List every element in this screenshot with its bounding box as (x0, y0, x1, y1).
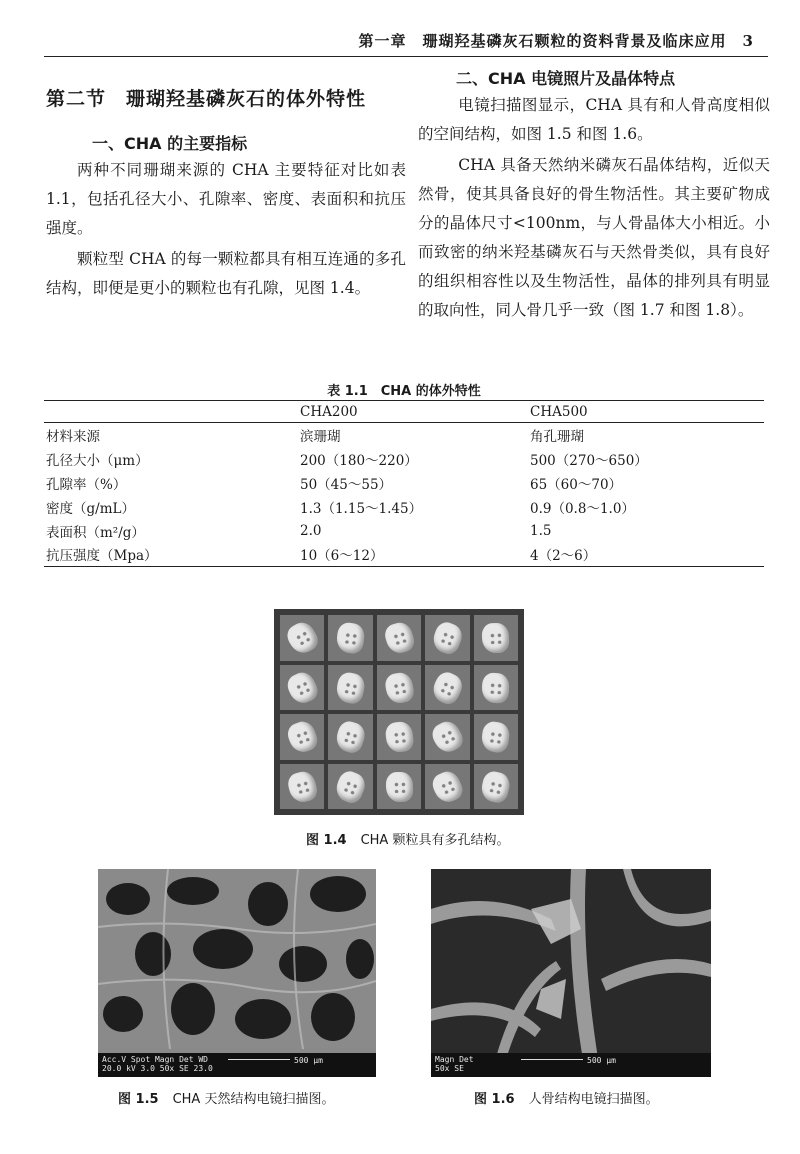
section-title: 第二节 珊瑚羟基磷灰石的体外特性 (46, 88, 367, 110)
table-header-cell (44, 401, 300, 423)
cha-granule (384, 721, 414, 754)
table-row (44, 543, 764, 567)
tray-cell (328, 615, 372, 661)
cha-granule (333, 768, 369, 806)
table-cell: 角孔珊瑚 (530, 428, 584, 445)
scale-bar (521, 1059, 583, 1060)
cha-granule (429, 768, 466, 806)
sem-meta-line: 20.0 kV 3.0 50x SE 23.0 (102, 1064, 213, 1073)
figure-caption-1-6: 图 1.6 人骨结构电镜扫描图。 (474, 1092, 659, 1107)
subsection-title-sem-photos: 二、CHA 电镜照片及晶体特点 (456, 69, 676, 88)
cha-granule (336, 622, 366, 655)
running-title: 第一章 珊瑚羟基磷灰石颗粒的资料背景及临床应用 3 (358, 32, 754, 50)
table-cell: 密度（g/mL） (46, 500, 135, 517)
paragraph: 两种不同珊瑚来源的 CHA 主要特征对比如表 1.1，包括孔径大小、孔隙率、密度、表面积和抗压强度。 (46, 161, 406, 237)
tray-cell (377, 615, 421, 661)
sem-meta-line: 50x SE (435, 1064, 464, 1073)
trabecular-structure-graphic (431, 869, 711, 1077)
cha-granule (382, 620, 416, 656)
table-cell: 孔径大小（μm） (46, 452, 149, 469)
scale-bar-label: 500 μm (587, 1056, 616, 1065)
tray-cell (425, 764, 469, 810)
cha-granule (429, 668, 466, 707)
tray-cell (474, 665, 518, 711)
paragraph: CHA 具备天然纳米磷灰石晶体结构，近似天然骨，使其具备良好的骨生物活性。其主要矿物成分的晶体尺寸<100nm，与人骨晶体大小相近。小而致密的纳米羟基磷灰石与天然骨类似，具有良好的组织相容性以及生物活性，晶体的排列具有明显的取向性，同人骨几乎一致（图 1.7 和图 1.8）。 (418, 156, 770, 319)
cha-granule (284, 668, 321, 706)
tray-cell (377, 764, 421, 810)
human-bone-sem-image (431, 869, 711, 1077)
table-header-cell: CHA500 (530, 401, 764, 423)
sem-meta-line: Acc.V Spot Magn Det WD (102, 1055, 208, 1064)
table-header-cell: CHA200 (300, 401, 530, 423)
tray-cell (377, 665, 421, 711)
paragraph: 颗粒型 CHA 的每一颗粒都具有相互连通的多孔结构，即便是更小的颗粒也有孔隙，见图 1.4。 (46, 250, 406, 297)
table-cell: 表面积（m²/g） (46, 524, 145, 541)
table-caption: 表 1.1 CHA 的体外特性 (327, 384, 481, 399)
cha-granule (334, 670, 366, 705)
cha-sem-image (98, 869, 376, 1077)
table-cell: 4（2～6） (530, 543, 764, 567)
tray-cell (280, 764, 324, 810)
table-cell: 2.0 (300, 522, 322, 539)
table-cell: 1.3（1.15～1.45） (300, 500, 423, 517)
table-cell: 1.5 (530, 522, 552, 539)
cha-granule (428, 718, 466, 757)
cha-granule (482, 672, 510, 703)
tray-cell (425, 615, 469, 661)
cha-granule (481, 720, 512, 753)
tray-cell (425, 665, 469, 711)
table-cell: 65（60～70） (530, 476, 623, 493)
table-row (44, 519, 764, 543)
tray-cell (474, 615, 518, 661)
tray-cell (328, 665, 372, 711)
cha-granule (385, 771, 412, 801)
cha-granule (479, 769, 512, 804)
table-cell: 滨珊瑚 (300, 428, 341, 445)
tray-cell (377, 714, 421, 760)
table-row (44, 471, 764, 495)
table-cell: 50（45～55） (300, 476, 393, 493)
cha-granule (383, 670, 415, 705)
table-cell: 材料来源 (46, 428, 100, 445)
table-cell: 0.9（0.8～1.0） (530, 500, 635, 517)
scale-bar (228, 1059, 290, 1060)
table-cell: 抗压强度（Mpa） (44, 543, 300, 567)
granule-tray-photo (274, 609, 524, 815)
tray-cell (425, 714, 469, 760)
header-rule (44, 56, 768, 57)
porous-structure-graphic (98, 869, 376, 1077)
sem-info-bar (98, 1053, 376, 1077)
cha-granule (482, 623, 510, 654)
right-column (418, 66, 770, 325)
cha-granule (285, 769, 318, 805)
cha-granule (333, 719, 367, 755)
table-cell: 200（180～220） (300, 452, 418, 469)
scale-bar-label: 500 μm (294, 1056, 323, 1065)
page-header (0, 0, 800, 56)
table-header-row (44, 401, 764, 423)
tray-cell (328, 764, 372, 810)
table-row (44, 423, 764, 447)
cha-granule (430, 619, 466, 657)
table-cell: 500（270～650） (530, 452, 648, 469)
tray-cell (474, 764, 518, 810)
cha-granule (283, 619, 321, 658)
table-cell: 10（6～12） (300, 543, 530, 567)
left-column (46, 66, 406, 303)
subsection-title-main-indicators: 一、CHA 的主要指标 (92, 134, 248, 153)
sem-info-bar (431, 1053, 711, 1077)
tray-cell (280, 665, 324, 711)
table-row (44, 495, 764, 519)
tray-cell (328, 714, 372, 760)
tray-cell (280, 714, 324, 760)
properties-table (44, 380, 764, 567)
sem-meta-line: Magn Det (435, 1055, 474, 1064)
tray-cell (280, 615, 324, 661)
data-table (44, 400, 764, 567)
figure-caption-1-5: 图 1.5 CHA 天然结构电镜扫描图。 (118, 1092, 335, 1107)
figure-caption-1-4: 图 1.4 CHA 颗粒具有多孔结构。 (306, 833, 510, 848)
table-row (44, 447, 764, 471)
cha-granule (285, 719, 320, 756)
granule-grid (280, 615, 518, 809)
table-cell: 孔隙率（%） (46, 476, 127, 493)
tray-cell (474, 714, 518, 760)
paragraph: 电镜扫描图显示，CHA 具有和人骨高度相似的空间结构，如图 1.5 和图 1.6。 (418, 96, 770, 143)
